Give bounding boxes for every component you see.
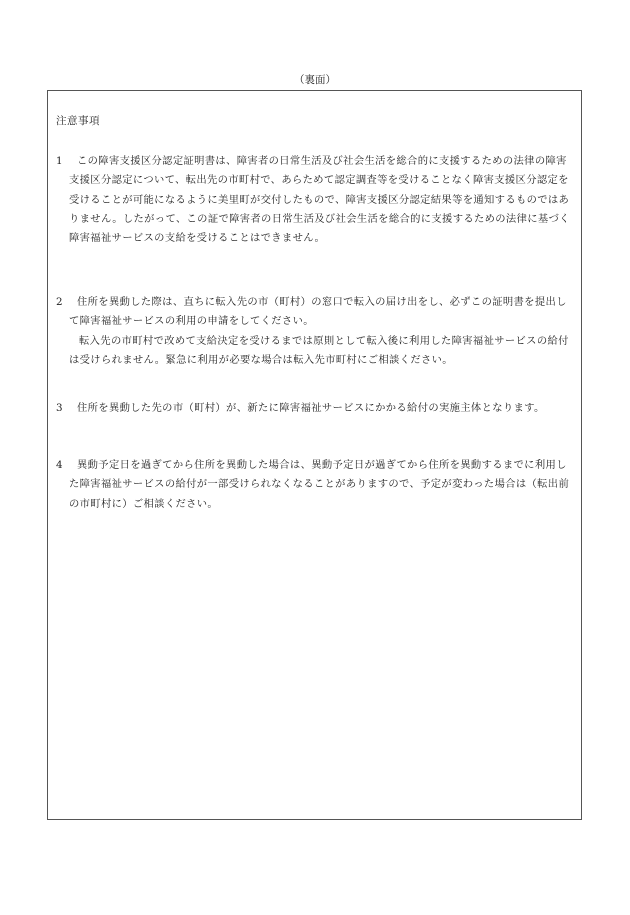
note-2-paragraph [56,293,576,332]
note-4-text: 異動予定日を過ぎてから住所を異動した場合は、異動予定日が過ぎてから住所を異動するまでに利用した障害福祉サービスの給付が一部受けられなくなることがありますので、予定が変わった場合は（転出前の市町村に）ご相談ください。 [69,459,570,510]
note-2 [56,293,576,370]
note-3-number: 3 [56,402,63,414]
note-1-number: 1 [56,155,63,167]
note-2-continuation: 転入先の市町村で改めて支給決定を受けるまでは原則として転入後に利用した障害福祉サービスの給付は受けられません。緊急に利用が必要な場合は転入先市町村にご相談ください。 [69,334,569,366]
note-1 [56,152,576,248]
note-4 [56,456,576,514]
note-1-text: この障害支援区分認定証明書は、障害者の日常生活及び社会生活を総合的に支援するための法律の障害支援区分認定について、転出先の市町村で、あらためて認定調査等を受けることなく障害支援区分認定を受けることが可能になるように美里町が交付したもので、障害支援区分認定結果等を通知するものではありません。したがって、この証で障害者の日常生活及び社会生活を総合的に支援するための法律に基づく障害福祉サービスの支給を受けることはできません。 [69,155,570,245]
note-4-number: 4 [56,459,63,471]
note-2-text: 住所を異動した際は、直ちに転入先の市（町村）の窓口で転入の届け出をし、必ずこの証明書を提出して障害福祉サービスの利用の申請をしてください。 [69,296,567,328]
note-4-paragraph [56,456,576,514]
note-3 [56,399,576,418]
note-1-paragraph [56,152,576,248]
page-heading: （裏面） [294,74,336,86]
notes-frame [47,90,582,820]
note-3-text: 住所を異動した先の市（町村）が、新たに障害福祉サービスにかかる給付の実施主体となります。 [77,402,545,414]
section-title: 注意事項 [56,115,100,127]
note-3-paragraph [56,399,576,418]
note-2-number: 2 [56,296,63,308]
